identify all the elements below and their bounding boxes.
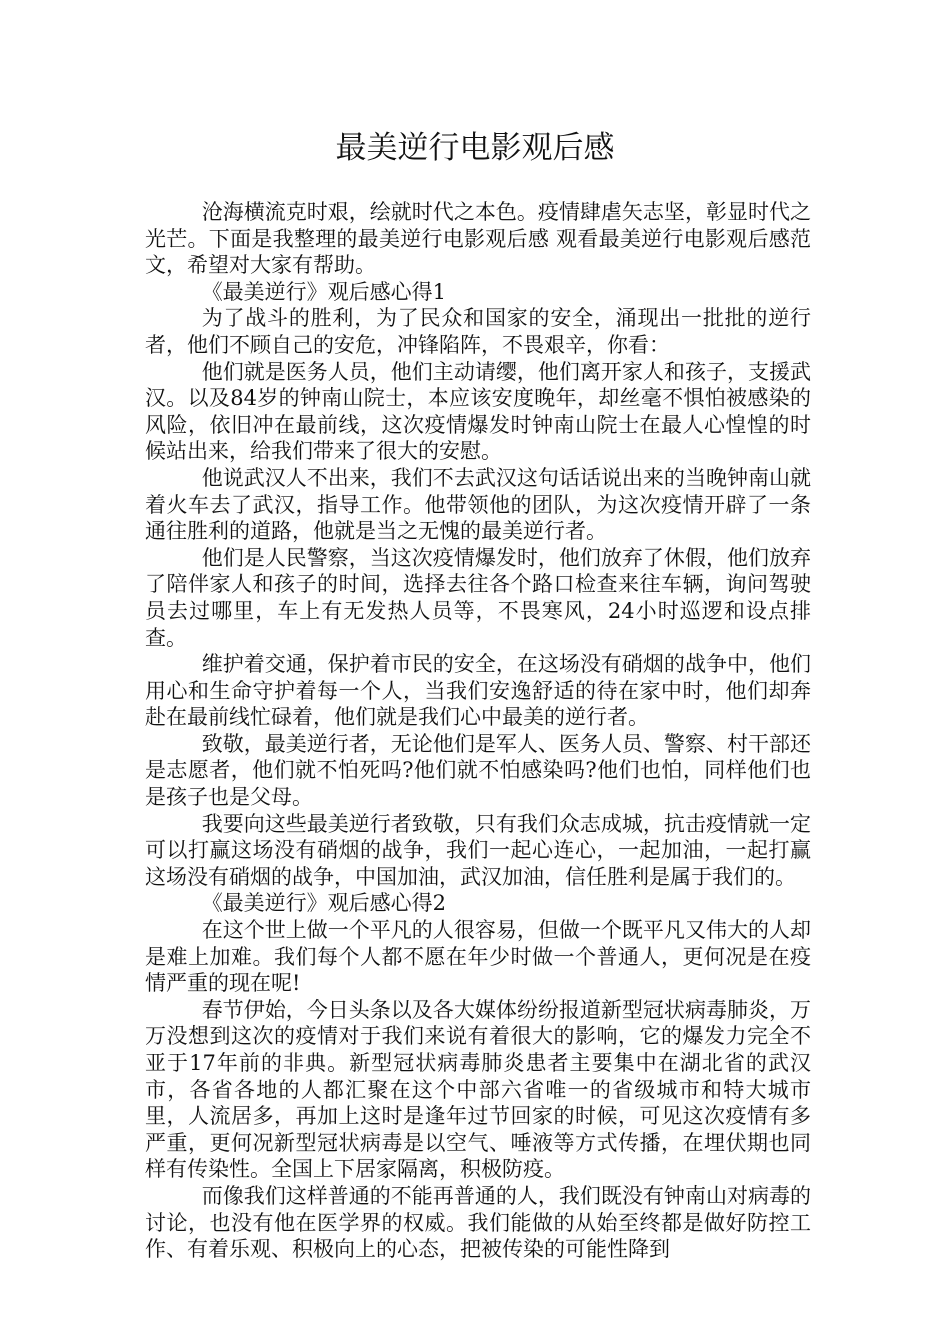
paragraph: 我要向这些最美逆行者致敬，只有我们众志成城，抗击疫情就一定可以打赢这场没有硝烟的战争，我们一起心连心，一起加油，一起打赢这场没有硝烟的战争，中国加油，武汉加油，信任胜利是属于我们的。 bbox=[145, 811, 811, 889]
paragraph: 他们是人民警察，当这次疫情爆发时，他们放弃了休假，他们放弃了陪伴家人和孩子的时间，选择去往各个路口检查来往车辆，询问驾驶员去过哪里，车上有无发热人员等，不畏寒风，24小时巡逻和设点排查。 bbox=[145, 545, 811, 650]
paragraph: 他说武汉人不出来，我们不去武汉这句话话说出来的当晚钟南山就着火车去了武汉，指导工作。他带领他的团队，为这次疫情开辟了一条通往胜利的道路，他就是当之无愧的最美逆行者。 bbox=[145, 465, 811, 544]
document-body bbox=[145, 199, 811, 1263]
section-heading: 《最美逆行》观后感心得1 bbox=[201, 279, 447, 304]
paragraph: 在这个世上做一个平凡的人很容易，但做一个既平凡又伟大的人却是难上加难。我们每个人都不愿在年少时做一个普通人，更何况是在疫情严重的现在呢! bbox=[145, 918, 811, 996]
paragraph: 而像我们这样普通的不能再普通的人，我们既没有钟南山对病毒的讨论，也没有他在医学界的权威。我们能做的从始至终都是做好防控工作、有着乐观、积极向上的心态，把被传染的可能性降到 bbox=[145, 1183, 811, 1262]
paragraph: 为了战斗的胜利，为了民众和国家的安全，涌现出一批批的逆行者，他们不顾自己的安危，冲锋陷阵，不畏艰辛，你看： bbox=[145, 306, 811, 357]
paragraph: 致敬，最美逆行者，无论他们是军人、医务人员、警察、村干部还是志愿者，他们就不怕死吗?他们就不怕感染吗?他们也怕，同样他们也是孩子也是父母。 bbox=[145, 731, 811, 810]
paragraph: 维护着交通，保护着市民的安全，在这场没有硝烟的战争中，他们用心和生命守护着每一个人，当我们安逸舒适的待在家中时，他们却奔赴在最前线忙碌着，他们就是我们心中最美的逆行者。 bbox=[145, 652, 811, 730]
section-heading: 《最美逆行》观后感心得2 bbox=[201, 891, 447, 916]
paragraph: 春节伊始，今日头条以及各大媒体纷纷报道新型冠状病毒肺炎，万万没想到这次的疫情对于我们来说有着很大的影响，它的爆发力完全不亚于17年前的非典。新型冠状病毒肺炎患者主要集中在湖北省的武汉市，各省各地的人都汇聚在这个中部六省唯一的省级城市和特大城市里，人流居多，再加上这时是逢年过节回家的时候，可见这次疫情有多严重，更何况新型冠状病毒是以空气、唾液等方式传播，在埋伏期也同样有传染性。全国上下居家隔离，积极防疫。 bbox=[145, 997, 811, 1182]
paragraph: 沧海横流克时艰，绘就时代之本色。疫情肆虐矢志坚，彰显时代之光芒。下面是我整理的最美逆行电影观后感 观看最美逆行电影观后感范文，希望对大家有帮助。 bbox=[145, 200, 811, 278]
paragraph: 他们就是医务人员，他们主动请缨，他们离开家人和孩子，支援武汉。以及84岁的钟南山院士，本应该安度晚年，却丝毫不惧怕被感染的风险，依旧冲在最前线，这次疫情爆发时钟南山院士在最人心惶惶的时候站出来，给我们带来了很大的安慰。 bbox=[145, 359, 811, 464]
document-title: 最美逆行电影观后感 bbox=[335, 130, 615, 166]
